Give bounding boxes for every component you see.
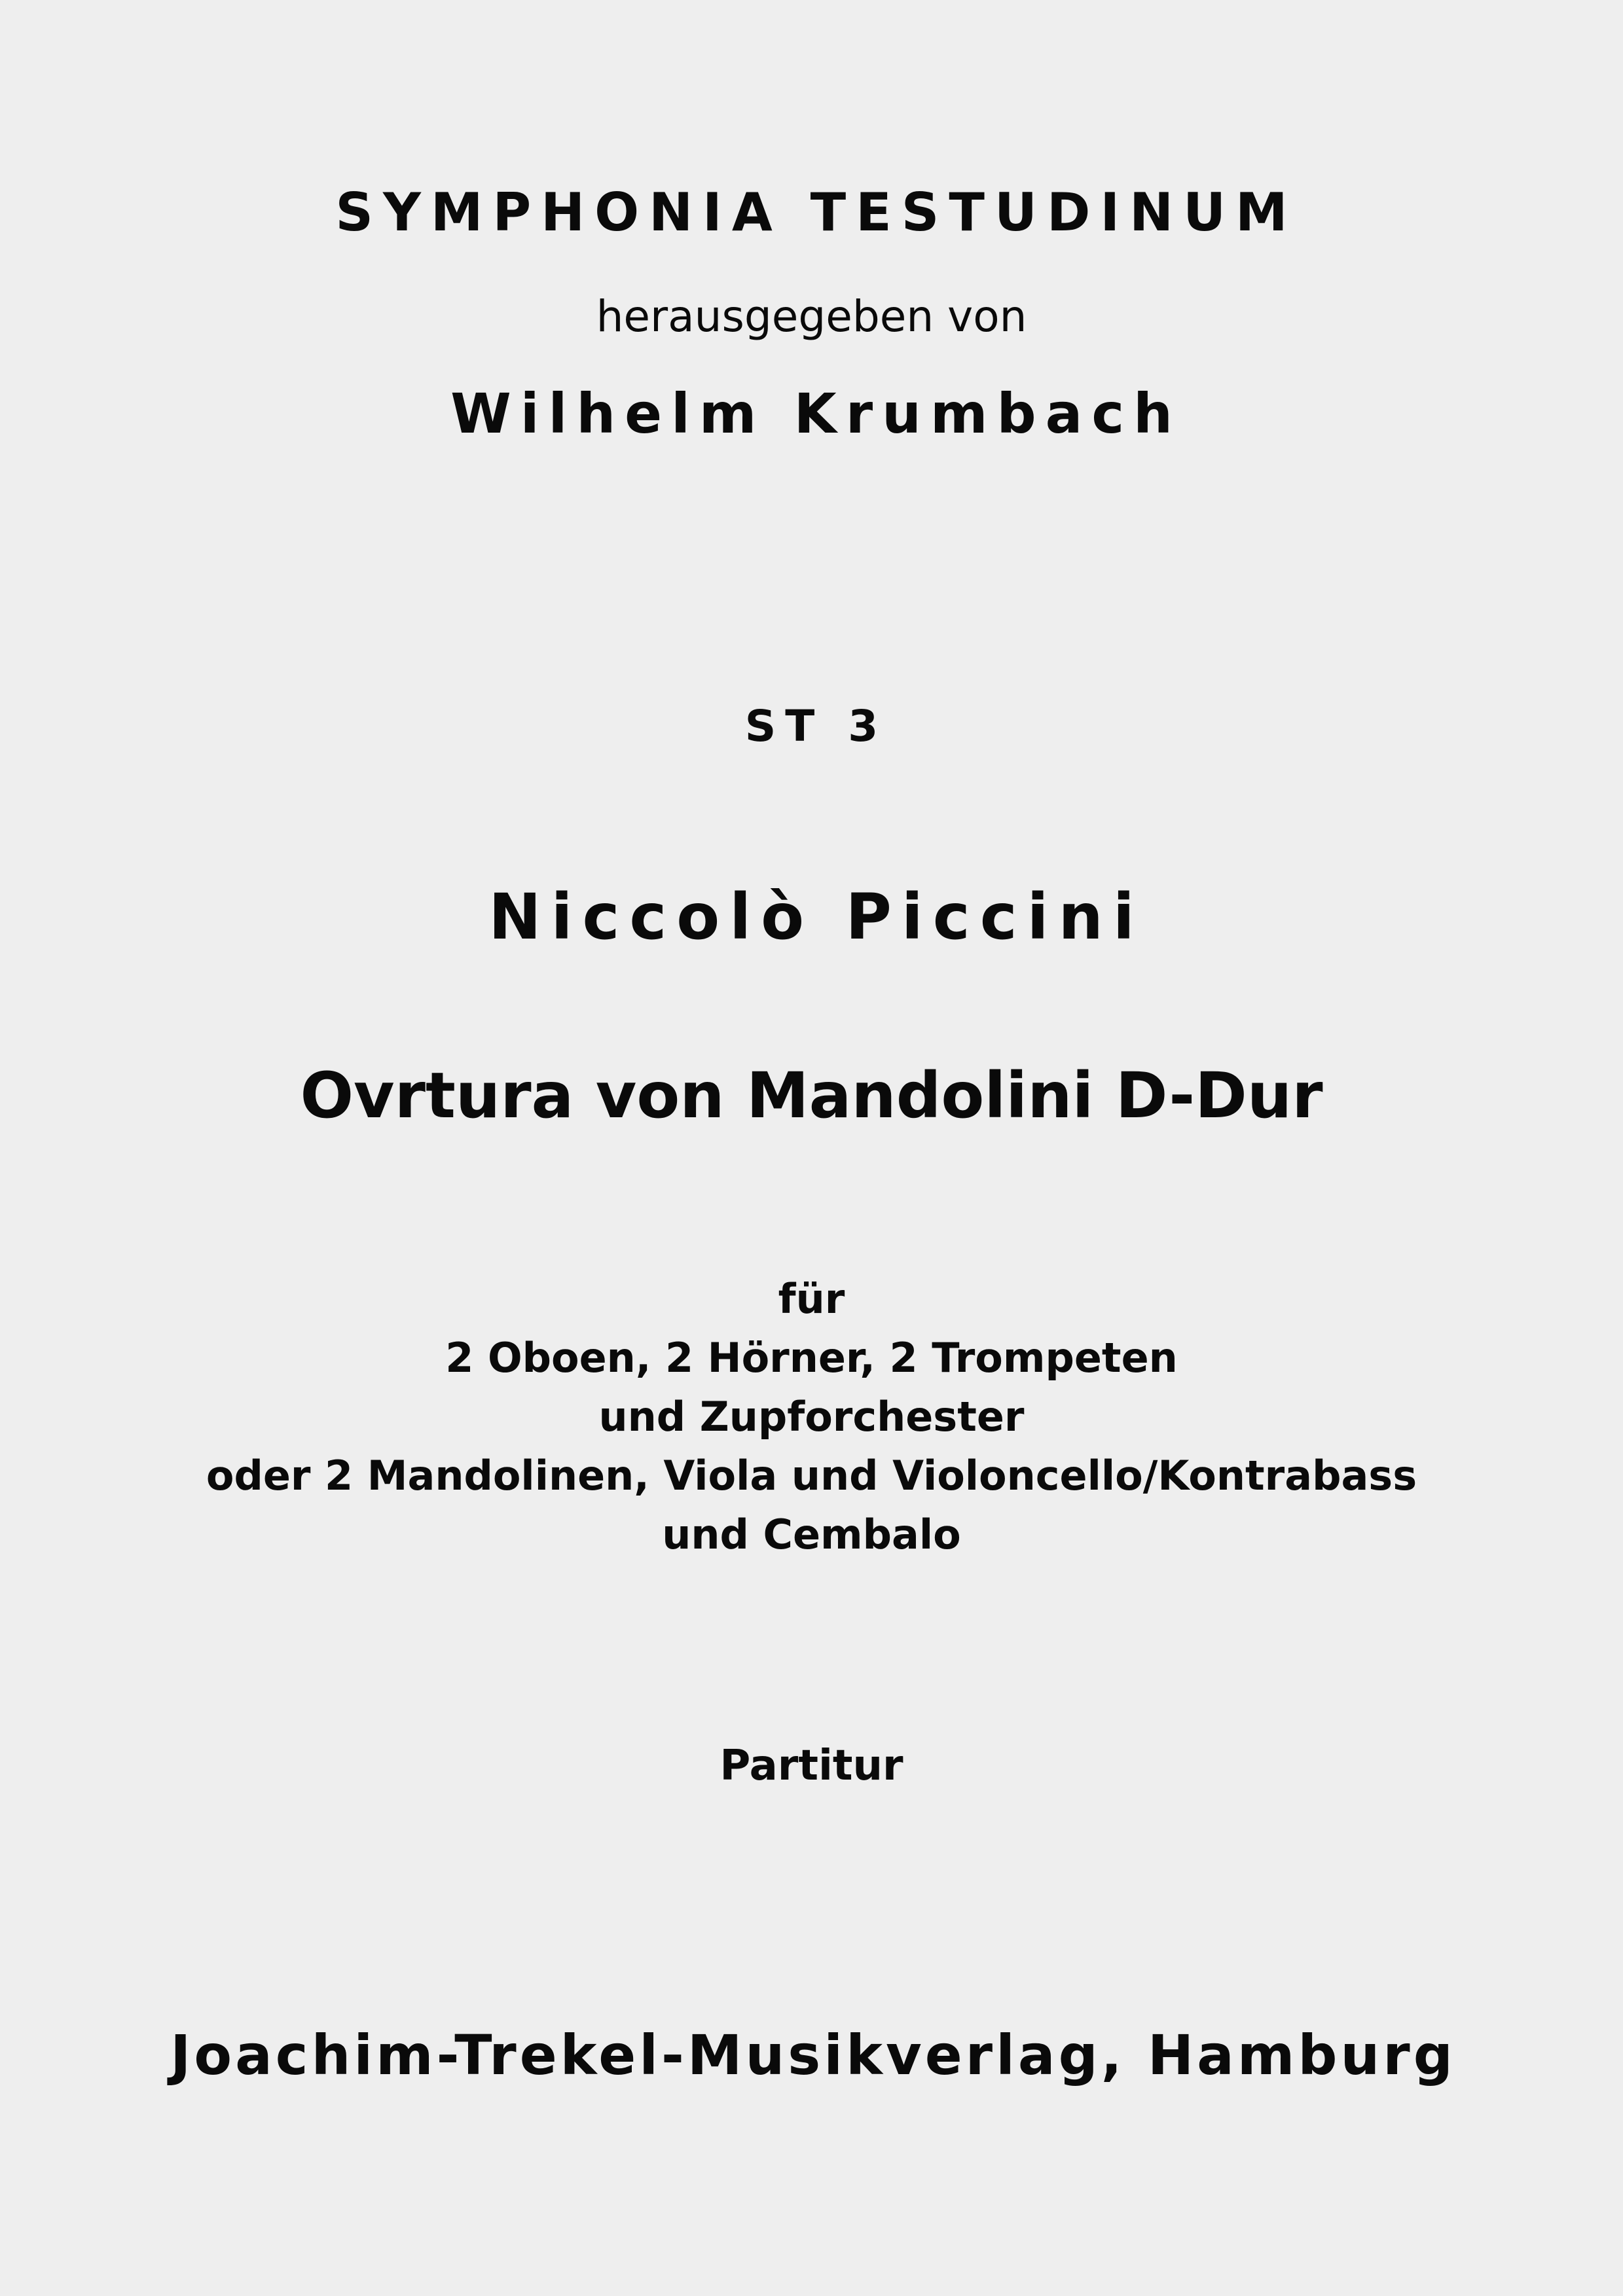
series-number: ST 3 <box>744 701 888 751</box>
edition-type-label: Partitur <box>720 1742 903 1790</box>
editor-name: Wilhelm Krumbach <box>450 382 1182 446</box>
series-title: SYMPHONIA TESTUDINUM <box>335 182 1298 243</box>
composer-name: Niccolò Piccini <box>488 880 1144 954</box>
instrumentation-line: und Zupforchester <box>598 1393 1025 1441</box>
instrumentation-line: 2 Oboen, 2 Hörner, 2 Trompeten <box>445 1334 1178 1382</box>
instrumentation-line: oder 2 Mandolinen, Viola und Violoncello/Kontrabass <box>206 1452 1417 1499</box>
instrumentation-line: für <box>778 1275 845 1323</box>
publisher-name: Joachim-Trekel-Musikverlag, Hamburg <box>170 2023 1456 2087</box>
instrumentation-line: und Cembalo <box>662 1511 961 1558</box>
instrumentation-list <box>0 1270 1623 1564</box>
editor-label: herausgegeben von <box>596 291 1027 342</box>
work-title: Ovrtura von Mandolini D-Dur <box>300 1059 1323 1132</box>
